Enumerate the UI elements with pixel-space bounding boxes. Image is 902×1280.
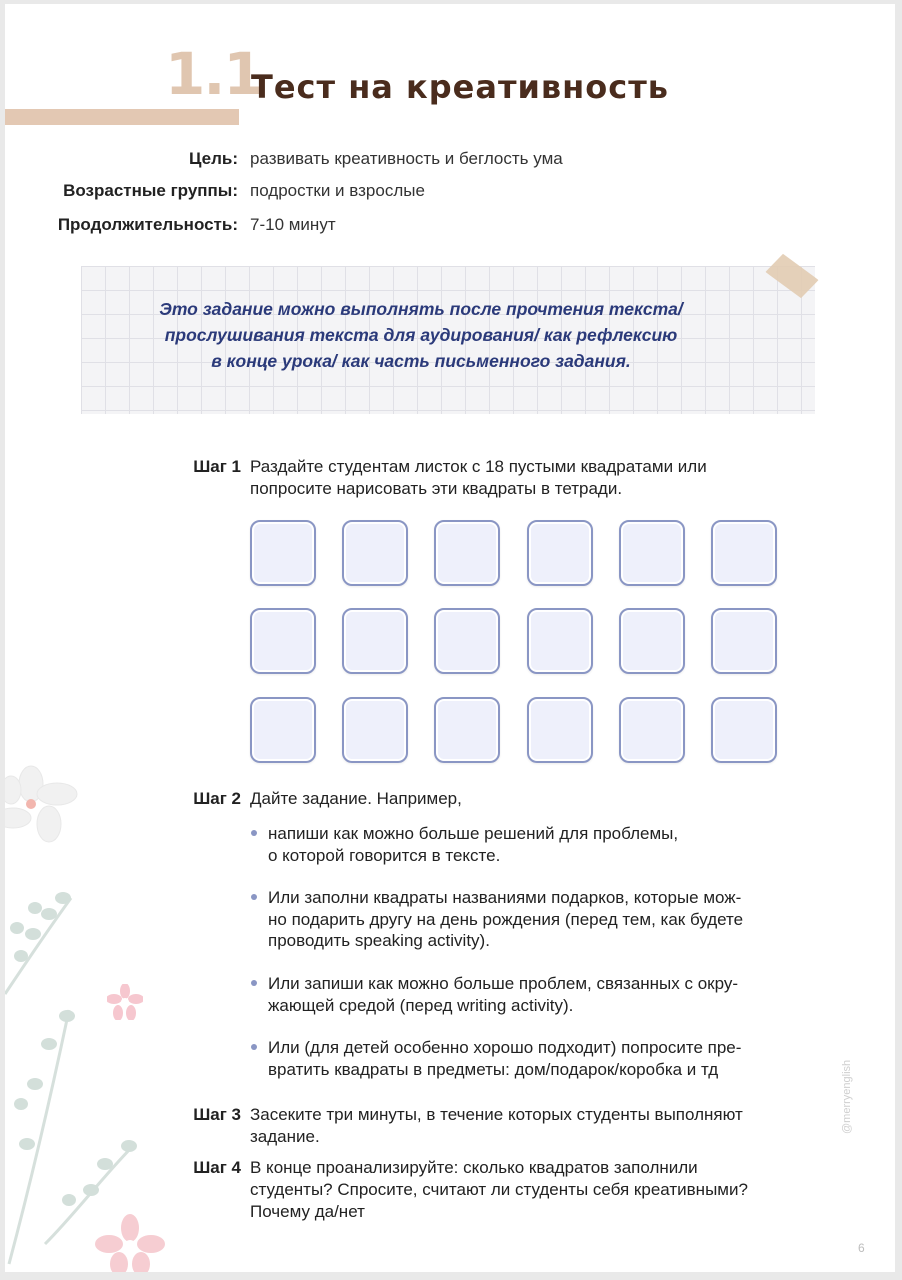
step-line: попросите нарисовать эти квадраты в тетради. [250, 479, 623, 498]
bullet-dot [251, 830, 257, 836]
list-line: Или запиши как можно больше проблем, связанных с окру- [268, 974, 739, 993]
blank-square [342, 697, 408, 763]
step-label: Шаг 3 [193, 1105, 241, 1124]
step-line: Раздайте студентам листок с 18 пустыми квадратами или [250, 457, 707, 476]
list-item-text [268, 973, 840, 1016]
blank-square [250, 608, 316, 674]
blank-square [434, 520, 500, 586]
step-line: В конце проанализируйте: сколько квадратов заполнили [250, 1158, 698, 1177]
branch-decoration-icon [5, 884, 85, 1004]
watermark: @merryenglish [841, 1059, 853, 1134]
list-item-text [268, 887, 840, 952]
bullet-dot [251, 1044, 257, 1050]
step-label: Шаг 2 [193, 789, 241, 808]
note-line: прослушивания текста для аудирования/ как рефлексию [164, 325, 678, 345]
list-item [251, 887, 841, 953]
step-line: студенты? Спросите, считают ли студенты себя креативными? [250, 1180, 748, 1199]
note-line: Это задание можно выполнять после прочтения текста/ [159, 299, 683, 319]
list-item [251, 1037, 841, 1081]
blank-square [711, 697, 777, 763]
note-line: в конце урока/ как часть письменного задания. [211, 351, 631, 371]
section-number: 1.1 [165, 40, 262, 108]
meta-label: Возрастные группы: [63, 181, 238, 200]
step-text: Дайте задание. Например, [250, 789, 462, 808]
meta-value: 7-10 минут [250, 215, 336, 234]
list-line: жающей средой (перед writing activity). [268, 995, 574, 1015]
step-text [250, 1157, 850, 1223]
step-text [250, 1104, 850, 1148]
bullet-dot [251, 980, 257, 986]
step-1 [5, 456, 865, 502]
list-line: Или заполни квадраты названиями подарков, которые мож- [268, 888, 742, 907]
title-accent-bar [5, 109, 239, 125]
step-line: Почему да/нет [250, 1202, 365, 1221]
list-line: проводить speaking activity). [268, 931, 490, 950]
step-text [250, 456, 850, 500]
step-4 [5, 1157, 865, 1225]
step-line: задание. [250, 1127, 320, 1146]
bullet-dot [251, 894, 257, 900]
list-line: но подарить другу на день рождения (перед тем, как будете [268, 909, 744, 929]
meta-label: Продолжительность: [57, 215, 238, 234]
list-line: Или (для детей особенно хорошо подходит) попросите пре- [268, 1038, 742, 1057]
list-item [251, 973, 841, 1017]
page [5, 4, 895, 1272]
meta-duration [5, 215, 805, 239]
list-item-text [268, 823, 840, 866]
blank-square [527, 697, 593, 763]
meta-goal [5, 149, 805, 173]
meta-age-groups [5, 181, 805, 205]
blank-square [434, 697, 500, 763]
note-box [81, 266, 815, 414]
meta-label: Цель: [189, 149, 238, 168]
meta-value: развивать креативность и беглость ума [250, 149, 563, 168]
blank-square [711, 608, 777, 674]
step-2 [5, 788, 865, 812]
meta-value: подростки и взрослые [250, 181, 425, 200]
list-item [251, 823, 841, 867]
blank-square [434, 608, 500, 674]
list-line: о которой говорится в тексте. [268, 845, 501, 865]
page-title: Тест на креативность [251, 68, 670, 106]
step-label: Шаг 4 [193, 1158, 241, 1177]
note-text [81, 296, 761, 374]
step-line: Засеките три минуты, в течение которых студенты выполняют [250, 1105, 743, 1124]
page-number: 6 [858, 1241, 865, 1255]
list-line: напиши как можно больше решений для проблемы, [268, 824, 679, 843]
blank-square [250, 697, 316, 763]
blank-square [619, 520, 685, 586]
blank-square [250, 520, 316, 586]
step-3 [5, 1104, 865, 1150]
blank-square [527, 608, 593, 674]
blank-square [711, 520, 777, 586]
blank-square [342, 608, 408, 674]
blank-square [619, 697, 685, 763]
list-line: вратить квадраты в предметы: дом/подарок/коробка и тд [268, 1059, 719, 1079]
blank-square [619, 608, 685, 674]
list-item-text [268, 1037, 840, 1080]
blank-square [342, 520, 408, 586]
step-label: Шаг 1 [193, 457, 241, 476]
blank-square [527, 520, 593, 586]
